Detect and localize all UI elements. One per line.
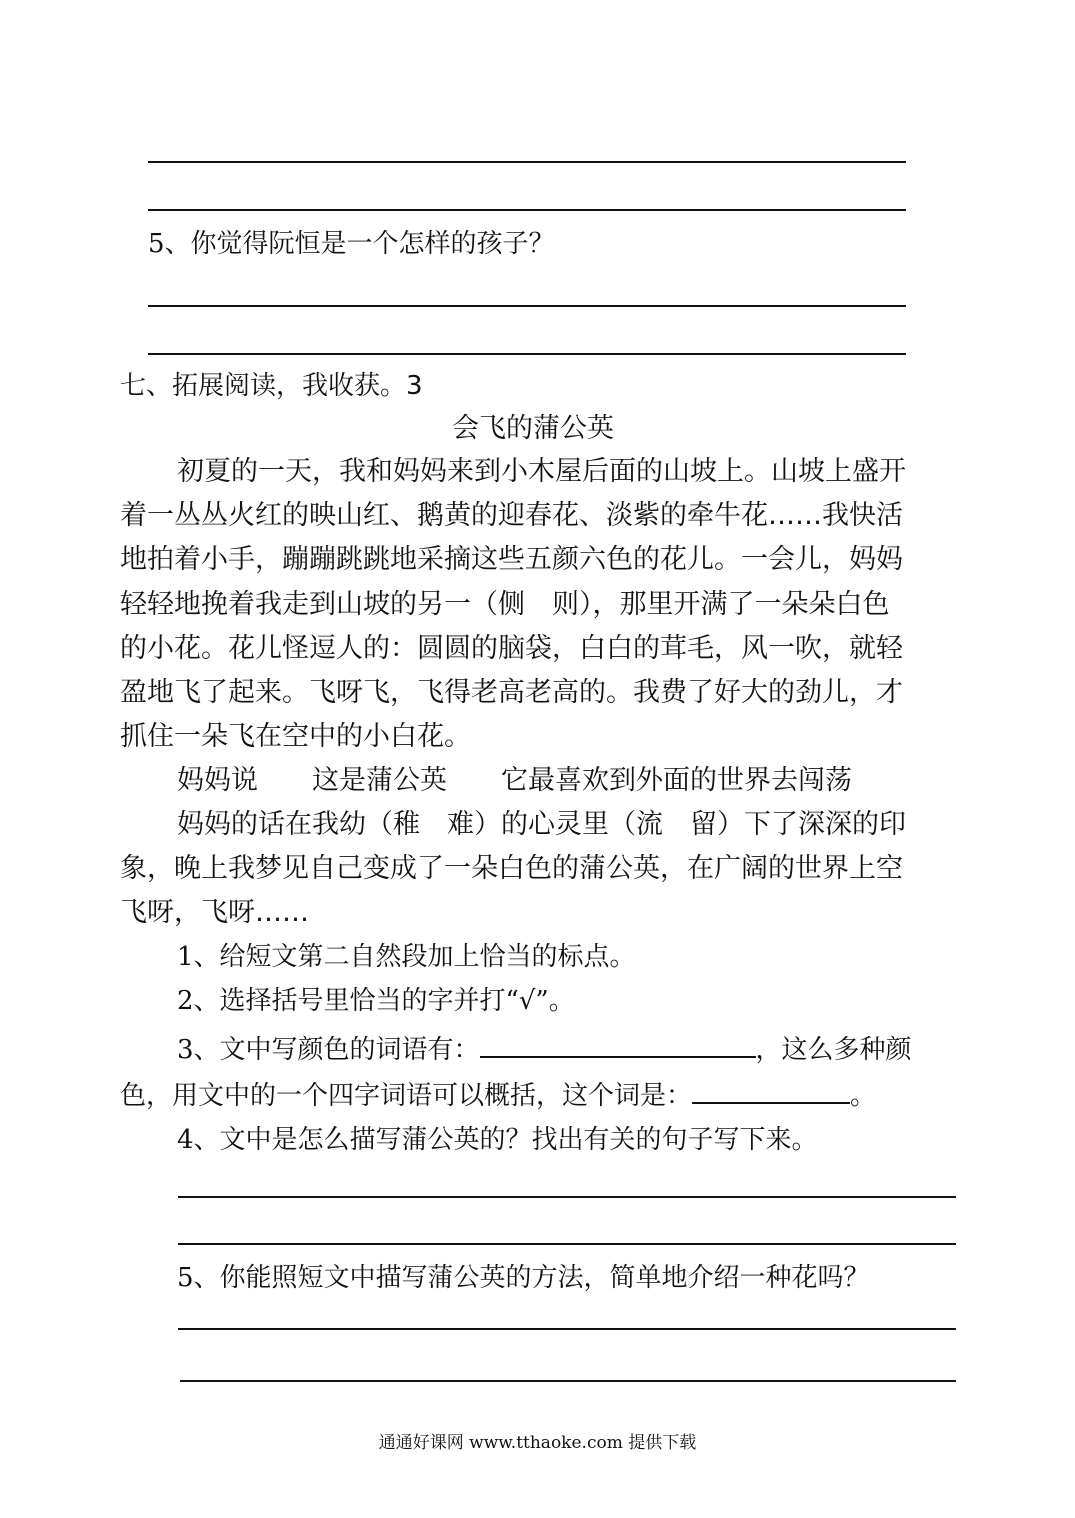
four-char-word-blank[interactable]	[692, 1078, 850, 1104]
paragraph-line: 着一丛丛火红的映山红、鹅黄的迎春花、淡紫的牵牛花……我快活	[120, 500, 903, 531]
answer-line[interactable]	[148, 209, 906, 211]
paragraph-line: 初夏的一天，我和妈妈来到小木屋后面的山坡上。山坡上盛开	[177, 456, 906, 487]
answer-line[interactable]	[178, 1196, 956, 1198]
punctuation-exercise: 妈妈说 这是蒲公英 它最喜欢到外面的世界去闯荡	[177, 765, 852, 796]
question-3-line-1	[177, 1032, 912, 1066]
answer-line[interactable]	[180, 1380, 956, 1382]
section-heading: 七、拓展阅读，我收获。3	[120, 371, 423, 401]
color-words-blank[interactable]	[480, 1032, 756, 1058]
answer-line[interactable]	[178, 1243, 956, 1245]
paragraph-line: 飞呀，飞呀……	[120, 897, 309, 928]
question-3-line-2	[120, 1078, 876, 1112]
answer-line[interactable]	[148, 353, 906, 355]
question-3-text-b: ，这么多种颜	[755, 1035, 912, 1065]
question-5-top: 5、你觉得阮恒是一个怎样的孩子？	[148, 229, 555, 259]
question-5: 5、你能照短文中描写蒲公英的方法，简单地介绍一种花吗？	[177, 1263, 870, 1293]
question-3-text-c: 色，用文中的一个四字词语可以概括，这个词是：	[120, 1081, 693, 1111]
question-4: 4、文中是怎么描写蒲公英的？找出有关的句子写下来。	[177, 1125, 818, 1155]
answer-line[interactable]	[148, 161, 906, 163]
footer-credit: 通通好课网 www.tthaoke.com 提供下载	[378, 1433, 697, 1453]
paragraph-line: 妈妈的话在我幼（稚 难）的心灵里（流 留）下了深深的印	[177, 809, 906, 840]
answer-line[interactable]	[178, 1328, 956, 1330]
paragraph-line: 抓住一朵飞在空中的小白花。	[120, 721, 471, 752]
answer-line[interactable]	[148, 305, 906, 307]
story-title: 会飞的蒲公英	[452, 413, 614, 444]
question-3-text-d: 。	[850, 1081, 877, 1111]
paragraph-line: 地拍着小手，蹦蹦跳跳地采摘这些五颜六色的花儿。一会儿，妈妈	[120, 544, 903, 575]
paragraph-line: 盈地飞了起来。飞呀飞，飞得老高老高的。我费了好大的劲儿，才	[120, 677, 903, 708]
question-3-text-a: 3、文中写颜色的词语有：	[177, 1035, 480, 1065]
paragraph-line: 的小花。花儿怪逗人的：圆圆的脑袋，白白的茸毛，风一吹，就轻	[120, 633, 903, 664]
question-2: 2、选择括号里恰当的字并打“√”。	[177, 986, 575, 1016]
paragraph-line: 轻轻地挽着我走到山坡的另一（侧 则），那里开满了一朵朵白色	[120, 589, 890, 620]
paragraph-line: 象，晚上我梦见自己变成了一朵白色的蒲公英，在广阔的世界上空	[120, 853, 903, 884]
question-1: 1、给短文第二自然段加上恰当的标点。	[177, 942, 636, 972]
